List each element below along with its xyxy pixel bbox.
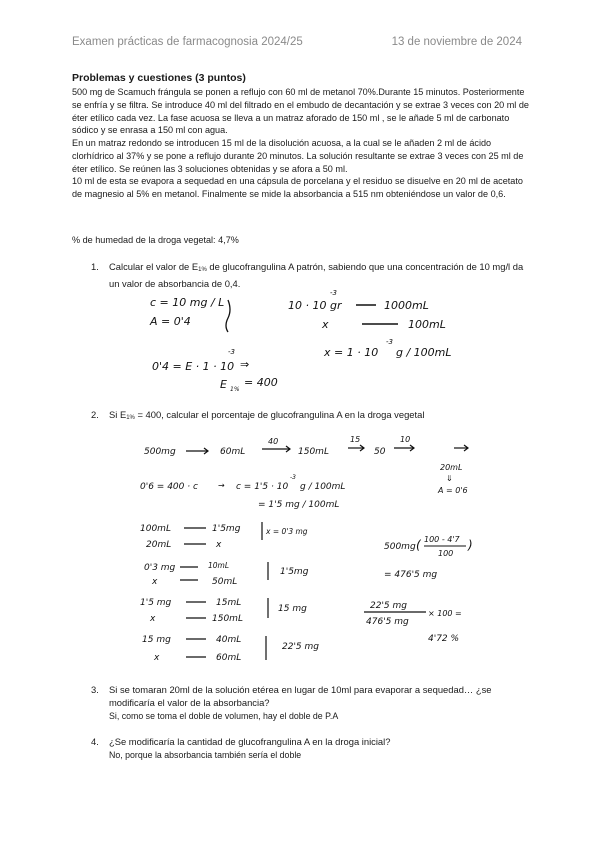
hw-r4b: 40mL (216, 635, 242, 645)
hw-pct-num: 22'5 mg (370, 601, 407, 611)
hw-chain-60: 60mL (220, 447, 246, 457)
hw-down: ⇓ (446, 474, 453, 483)
hw-r2a: 0'3 mg (144, 563, 176, 573)
question-number: 4. (91, 736, 99, 747)
hw-eres-val: = 400 (244, 376, 278, 389)
hw-r3res: 15 mg (278, 604, 307, 614)
hw-paren: ( (416, 538, 421, 552)
hw-eq2: x (322, 318, 329, 331)
paragraph-measurement: 10 ml de esta se evapora a sequedad en una cápsula de porcelana y el residuo se disuelve en 20 ml de acetato de magnesio al 5% en metanol. Finalmente se mide la absorbancia a 515 nm obteniéndose un valor de 0,6. (72, 176, 523, 199)
hw-eres: E (220, 378, 227, 391)
hw-expx: -3 (386, 338, 393, 346)
hw-dry-den: 100 (438, 549, 454, 558)
hw-eq3: 0'4 = E · 1 · 10 (152, 360, 235, 373)
q2-handwriting (140, 435, 473, 663)
hw-dry-num: 100 - 4'7 (424, 535, 460, 544)
hw-exp1: -3 (330, 289, 337, 297)
hw-r3c: x (150, 614, 156, 624)
hw-a06: A = 0'6 (438, 486, 468, 495)
hw-r2res: 1'5mg (280, 567, 309, 577)
hw-ml20: 20mL (440, 463, 463, 472)
question-number: 2. (91, 409, 99, 420)
hw-line1exp: -3 (290, 474, 296, 481)
hw-xres: x = 1 · 10 (324, 346, 379, 359)
hw-chain-50: 50 (374, 447, 386, 457)
hw-r1c: 20mL (146, 540, 172, 550)
hw-line1b: c = 1'5 · 10 (236, 482, 289, 492)
hw-dry1: 500mg (384, 542, 416, 552)
hw-chain-150: 150mL (298, 447, 329, 457)
hw-r2d: 50mL (212, 577, 238, 587)
question-text: Calcular el valor de E1% de glucofrangulina A patrón, sabiendo que una concentración de 10 mg/l da un valor de absorbancia de 0,4. (109, 261, 524, 289)
hw-chain-15: 15 (350, 435, 361, 444)
hw-eres-sub: 1% (230, 386, 240, 393)
hw-chain-start: 500mg (144, 447, 176, 457)
hw-r4d: 60mL (216, 653, 242, 663)
hw-pct-den: 476'5 mg (366, 617, 409, 627)
header-date: 13 de noviembre de 2024 (391, 36, 522, 48)
hw-r1a: 100mL (140, 524, 171, 534)
hw-chain-10: 10 (400, 435, 411, 444)
brace-mark (226, 300, 230, 332)
hw-r3b: 15mL (216, 598, 242, 608)
hw-eq1r: 1000mL (384, 299, 429, 312)
humidity-line: % de humedad de la droga vegetal: 4,7% (72, 235, 239, 245)
hw-r1d: x (216, 540, 222, 550)
hw-r4c: x (154, 653, 160, 663)
paragraph-hydrolysis: En un matraz redondo se introducen 15 ml de la disolución acuosa, a la cual se le añaden 2 ml de ácido clorhídrico al 37% y se pone a reflujo durante 20 minutos. La solución resultante se extrae 3 veces con 25 ml de éter etílico. Se reúnen las 3 soluciones obtenidas y se afora a 50 ml. (72, 138, 524, 174)
answer-text: Si, como se toma el doble de volumen, hay el doble de P.A (109, 711, 339, 721)
hw-r2c: x (152, 577, 158, 587)
hw-r3a: 1'5 mg (140, 598, 172, 608)
answer-text: No, porque la absorbancia también sería el doble (109, 750, 302, 760)
hw-r1res: x = 0'3 mg (266, 527, 308, 536)
hw-paren: ) (468, 538, 473, 552)
question-text: Si se tomaran 20ml de la solución etérea en lugar de 10ml para evaporar a sequedad… ¿se modificaría el valor de la absorbancia? Si, como se toma el doble de volumen, hay el doble de P.A (109, 684, 492, 721)
hw-pct-mul: × 100 = (428, 609, 462, 618)
hw-eq1: 10 · 10 gr (288, 299, 342, 312)
hw-line1c: g / 100mL (300, 482, 346, 492)
hw-r4a: 15 mg (142, 635, 171, 645)
q1-handwriting (149, 289, 452, 393)
paragraph-extraction: 500 mg de Scamuch frángula se ponen a reflujo con 60 ml de metanol 70%.Durante 15 minutos. Posteriormente se enfría y se filtra. Se introduce 40 ml del filtrado en el embudo de decantación y se extrae 3 veces con 20 ml de éter etílico cada vez. La fase acuosa se lleva a un matraz aforado de 150 ml , se le añade 5 ml de carbonato sódico y se enrasa a 150 ml con agua. (72, 87, 529, 136)
hw-concentration: c = 10 mg / L (150, 296, 225, 309)
question-number: 1. (91, 261, 99, 272)
question-number: 3. (91, 684, 99, 695)
question-text: Si E1% = 400, calcular el porcentaje de glucofrangulina A en la droga vegetal (109, 409, 425, 421)
hw-absorbance: A = 0'4 (150, 315, 191, 328)
section-title: Problemas y cuestiones (3 puntos) (72, 72, 246, 84)
header-title: Examen prácticas de farmacognosia 2024/25 (72, 36, 303, 48)
hw-r4res: 22'5 mg (282, 642, 319, 652)
hw-arrow-glyph: → (218, 481, 225, 490)
hw-pct-res: 4'72 % (428, 634, 460, 644)
hw-chain-40: 40 (268, 437, 279, 446)
hw-line2: = 1'5 mg / 100mL (258, 500, 340, 510)
hw-eq3s: ⇒ (240, 358, 250, 371)
question-text: ¿Se modificaría la cantidad de glucofrangulina A en la droga inicial? No, porque la absorbancia también sería el doble (109, 736, 391, 760)
hw-r1b: 1'5mg (212, 524, 241, 534)
hw-xres2: g / 100mL (396, 346, 452, 359)
hw-r3d: 150mL (212, 614, 243, 624)
hw-r2b: 10mL (208, 561, 230, 570)
hw-eq2r: 100mL (408, 318, 446, 331)
hw-line1: 0'6 = 400 · c (140, 482, 198, 492)
hw-exp3: -3 (228, 348, 235, 356)
hw-dry-res: = 476'5 mg (384, 570, 438, 580)
